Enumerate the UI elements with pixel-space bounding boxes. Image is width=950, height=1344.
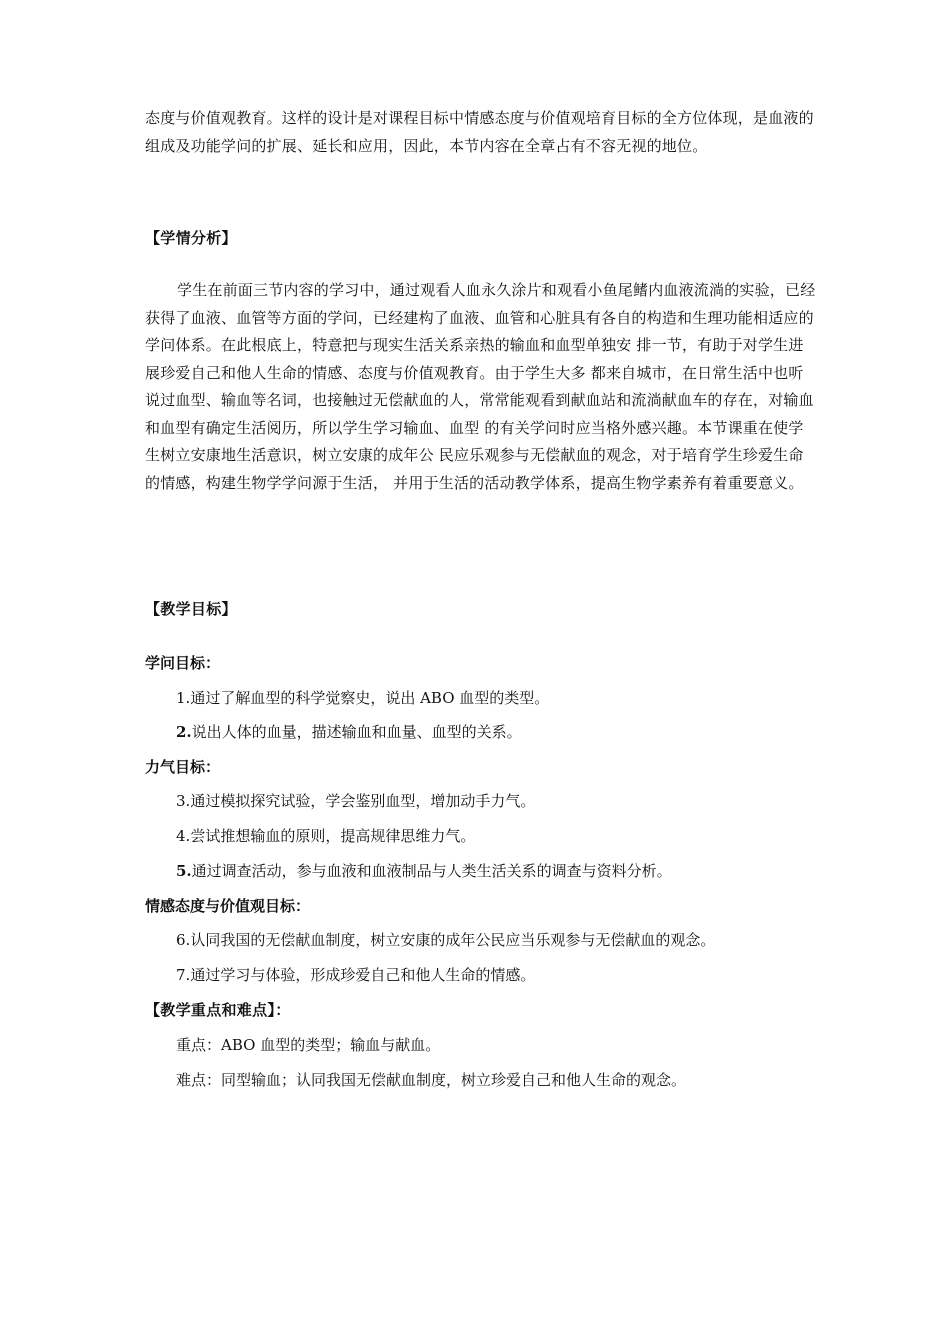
- focus-heading: 【教学重点和难点】：: [145, 1001, 291, 1019]
- objective-number: 5.: [176, 862, 192, 880]
- objective-text: 通过调查活动，参与血液和血液制品与人类生活关系的调查与资料分析。: [191, 862, 672, 880]
- objective-item-7: [176, 965, 535, 985]
- objective-text: 认同我国的无偿献血制度，树立安康的成年公民应当乐观参与无偿献血的观念。: [190, 931, 716, 949]
- knowledge-objectives-label: 学问目标：: [145, 654, 221, 672]
- difficult-point: 难点：同型输血；认同我国无偿献血制度，树立珍爱自己和他人生命的观念。: [176, 1071, 687, 1089]
- attitude-objectives-label: 情感态度与价值观目标：: [145, 897, 311, 915]
- objective-item-4: [176, 826, 475, 846]
- objective-text: 通过学习与体验，形成珍爱自己和他人生命的情感。: [190, 966, 536, 984]
- objective-text: 通过模拟探究试验，学会鉴别血型，增加动手力气。: [190, 792, 536, 810]
- analysis-paragraph: 学生在前面三节内容的学习中，通过观看人血永久涂片和观看小鱼尾鳍内血液流淌的实验，已经获得了血液、血管等方面的学问，已经建构了血液、血管和心脏具有各自的构造和生理功能相适应的学问体系。在此根底上，特意把与现实生活关系亲热的输血和血型单独安 排一节，有助于对学生进展珍爱自己和他人生命的情感、态度与价值观教育。由于学生大多 都来自城市，在日常生活中也听说过血型、输血等名词，也接触过无偿献血的人，常常能观看到献血站和流淌献血车的存在，对输血和血型有确定生活阅历，所以学生学习输血、血型 的有关学问时应当格外感兴趣。本节课重在使学生树立安康地生活意识，树立安康的成年公 民应乐观参与无偿献血的观念，对于培育学生珍爱生命的情感，构建生物学学问源于生活， 并用于生活的活动教学体系，提高生物学素养有着重要意义。: [145, 281, 816, 492]
- objective-number: 3.: [176, 792, 191, 810]
- objective-number: 4.: [176, 827, 191, 845]
- objective-text: 尝试推想输血的原则，提高规律思维力气。: [190, 827, 476, 845]
- objective-item-3: [176, 791, 535, 811]
- objective-item-6: [176, 930, 715, 950]
- objectives-heading: 【教学目标】: [145, 600, 237, 618]
- objective-number: 2.: [176, 723, 192, 741]
- objective-item-5: [176, 861, 672, 881]
- objective-number: 6.: [176, 931, 191, 949]
- intro-paragraph: 态度与价值观教育。这样的设计是对课程目标中情感态度与价值观培育目标的全方位体现，是血液的组成及功能学问的扩展、延长和应用，因此，本节内容在全章占有不容无视的地位。: [145, 109, 814, 155]
- objective-item-1: [176, 688, 549, 708]
- objective-number: 1.: [176, 689, 191, 707]
- objective-number: 7.: [176, 966, 191, 984]
- objective-text: 说出人体的血量，描述输血和血量、血型的关系。: [191, 723, 522, 741]
- objective-text: 通过了解血型的科学觉察史，说出 ABO 血型的类型。: [190, 689, 550, 707]
- ability-objectives-label: 力气目标：: [145, 758, 221, 776]
- objective-item-2: [176, 722, 522, 742]
- analysis-heading: 【学情分析】: [145, 229, 237, 247]
- key-point: 重点：ABO 血型的类型；输血与献血。: [176, 1036, 441, 1054]
